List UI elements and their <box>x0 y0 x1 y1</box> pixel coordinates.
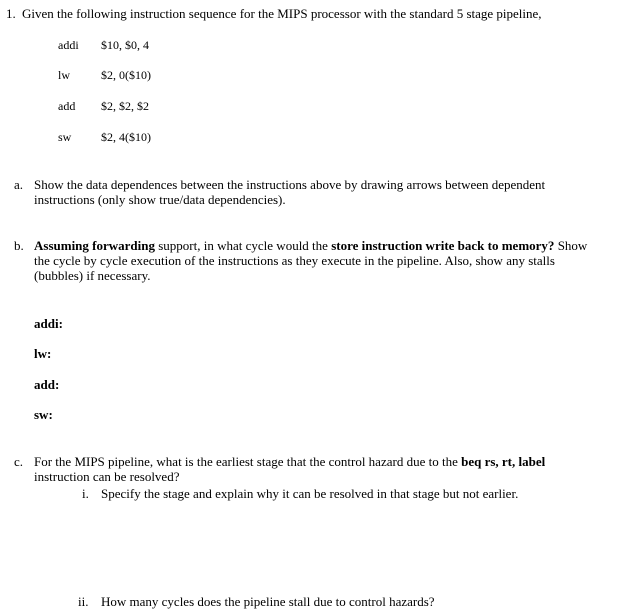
cycle-label-addi: addi: <box>34 316 63 331</box>
part-b-letter: b. <box>14 238 24 253</box>
instruction-op: sw <box>58 130 72 144</box>
instruction-op: add <box>58 99 76 113</box>
part-b-text <box>34 238 590 283</box>
instruction-op: lw <box>58 68 70 82</box>
part-b-emphasis: store instruction write <box>331 238 455 253</box>
part-c-emphasis: beq rs, rt, label <box>461 454 546 469</box>
sub-ii-text: How many cycles does the pipeline stall due to control hazards? <box>101 594 435 609</box>
instruction-args: $2, $2, $2 <box>101 99 149 113</box>
part-b-segment: Show the cycle by cycle execution of the instructions as they execute in the pipeline. Also, show any stalls (bubbles) if necessary. <box>34 238 588 283</box>
part-c-text <box>34 454 594 484</box>
part-b-emphasis: Assuming forwarding <box>34 238 155 253</box>
question-prompt: Given the following instruction sequence for the MIPS processor with the standard 5 stage pipeline, <box>22 6 542 21</box>
part-a-letter: a. <box>14 177 24 192</box>
cycle-label-add: add: <box>34 377 60 392</box>
sub-ii-number: ii. <box>78 594 89 609</box>
part-b-segment: support, in what cycle would the <box>155 238 332 253</box>
instruction-args: $2, 4($10) <box>101 130 151 144</box>
cycle-label-sw: sw: <box>34 407 53 422</box>
instruction-args: $10, $0, 4 <box>101 38 149 52</box>
part-a-text: Show the data dependences between the instructions above by drawing arrows between dependent instructions (only show true/data dependencies). <box>34 177 546 207</box>
cycle-label-lw: lw: <box>34 346 52 361</box>
sub-i-text: Specify the stage and explain why it can be resolved in that stage but not earlier. <box>101 486 519 501</box>
instruction-op: addi <box>58 38 79 52</box>
part-c-segment: instruction can be resolved? <box>34 469 180 484</box>
part-b-emphasis: back to memory? <box>454 238 555 253</box>
part-c-segment: For the MIPS pipeline, what is the earliest stage that the control hazard due to the <box>34 454 462 469</box>
instruction-args: $2, 0($10) <box>101 68 151 82</box>
part-c-letter: c. <box>14 454 24 469</box>
sub-i-number: i. <box>82 486 89 501</box>
question-number: 1. <box>6 6 16 21</box>
